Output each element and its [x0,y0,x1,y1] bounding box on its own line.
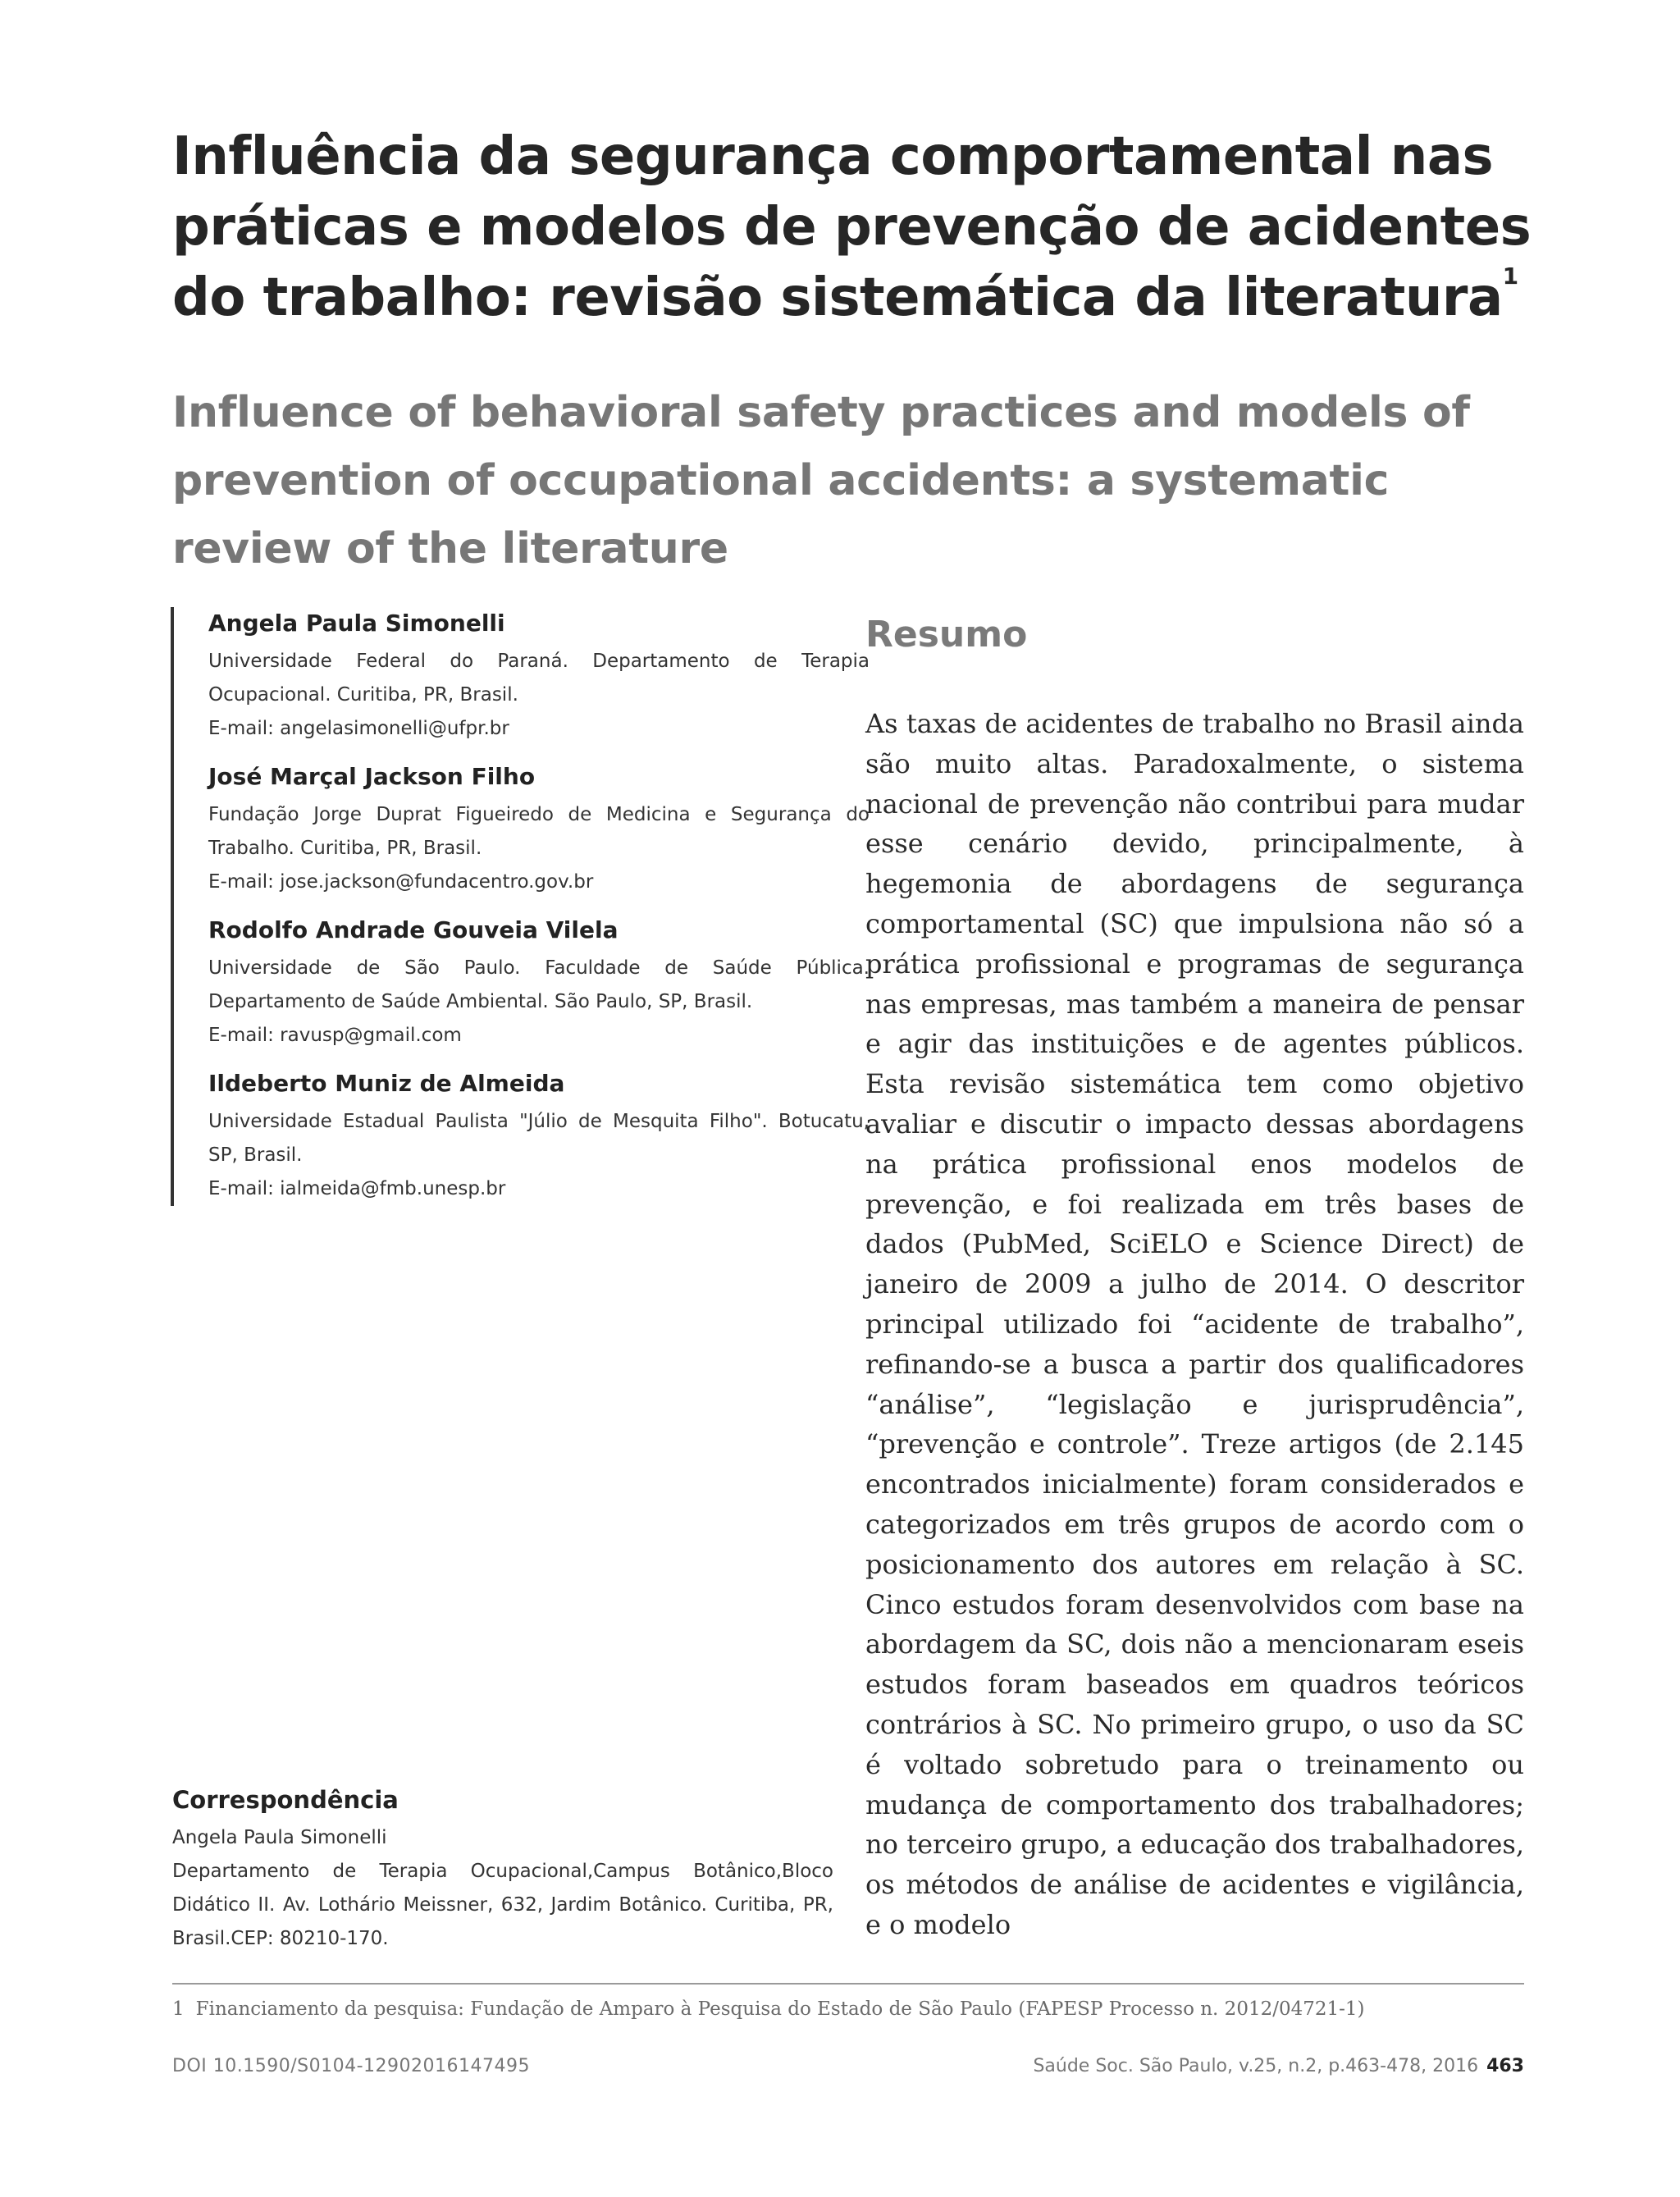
correspondence-address: Departamento de Terapia Ocupacional,Campus Botânico,Bloco Didático II. Av. Lothário Meissner, 632, Jardim Botânico. Curitiba, PR, Brasil.CEP: 80210-170. [172,1861,833,1949]
author-name: Rodolfo Andrade Gouveia Vilela [208,916,619,943]
title-footnote-marker[interactable]: 1 [1502,263,1518,290]
footnote-number: 1 [172,1998,185,2020]
footnote-text: Financiamento da pesquisa: Fundação de Amparo à Pesquisa do Estado de São Paulo (FAPESP Processo n. 2012/04721-1) [195,1998,1365,2020]
doi-link[interactable]: DOI 10.1590/S0104-12902016147495 [172,2056,530,2076]
abstract-heading: Resumo [865,614,1028,655]
correspondence-heading: Correspondência [172,1786,399,1814]
authors-block [171,607,870,1206]
author-entry [208,607,870,746]
author-email[interactable]: E-mail: ialmeida@fmb.unesp.br [208,1178,506,1199]
author-affiliation: Universidade de São Paulo. Faculdade de Saúde Pública. Departamento de Saúde Ambiental. São Paulo, SP, Brasil. [208,957,870,1012]
article-subtitle-english: Influence of behavioral safety practices and models of prevention of occupational accidents: a systematic review of the literature [172,388,1470,573]
author-affiliation: Universidade Estadual Paulista "Júlio de Mesquita Filho". Botucatu, SP, Brasil. [208,1111,870,1166]
article-title [172,121,1550,333]
author-email[interactable]: E-mail: angelasimonelli@ufpr.br [208,718,509,739]
abstract-text: As taxas de acidentes de trabalho no Brasil ainda são muito altas. Paradoxalmente, o sistema nacional de prevenção não contribui para mudar esse cenário devido, principalmente, à hegemonia de abordagens de segurança comportamental (SC) que impulsiona não só a prática profissional e programas de segurança nas empresas, mas também a maneira de pensar e agir das instituições e de agentes públicos. Esta revisão sistemática tem como objetivo avaliar e discutir o impacto dessas abordagens na prática profissional enos modelos de prevenção, e foi realizada em três bases de dados (PubMed, SciELO e Science Direct) de janeiro de 2009 a julho de 2014. O descritor principal utilizado foi “acidente de trabalho”, refinando-se a busca a partir dos qualificadores “análise”, “legislação e jurisprudência”, “prevenção e controle”. Treze artigos (de 2.145 encontrados inicialmente) foram considerados e categorizados em três grupos de acordo com o posicionamento dos autores em relação à SC. Cinco estudos foram desenvolvidos com base na abordagem da SC, dois não a mencionaram eseis estudos foram baseados em quadros teóricos contrários à SC. No primeiro grupo, o uso da SC é voltado sobretudo para o treinamento ou mudança de comportamento dos trabalhadores; no terceiro grupo, a educação dos trabalhadores, os métodos de análise de acidentes e vigilância, e o modelo [865,708,1524,1940]
correspondence-block [172,1782,833,1956]
author-name: Ildeberto Muniz de Almeida [208,1070,565,1097]
footnote [172,1995,1524,2023]
journal-citation [1033,2053,1524,2081]
page-number: 463 [1486,2056,1524,2076]
author-entry [208,1067,870,1206]
author-affiliation: Fundação Jorge Duprat Figueiredo de Medicina e Segurança do Trabalho. Curitiba, PR, Brasil. [208,804,870,859]
author-name: Angela Paula Simonelli [208,610,505,637]
footnote-divider [172,1983,1524,1985]
author-name: José Marçal Jackson Filho [208,763,536,790]
correspondence-name: Angela Paula Simonelli [172,1827,387,1848]
author-affiliation: Universidade Federal do Paraná. Departamento de Terapia Ocupacional. Curitiba, PR, Brasil. [208,651,870,706]
article-title-text: Influência da segurança comportamental nas práticas e modelos de prevenção de acidentes do trabalho: revisão sistemática da literatura [172,126,1532,328]
journal-reference: Saúde Soc. São Paulo, v.25, n.2, p.463-478, 2016 [1033,2056,1479,2076]
author-email[interactable]: E-mail: ravusp@gmail.com [208,1025,462,1046]
author-email[interactable]: E-mail: jose.jackson@fundacentro.gov.br [208,871,594,893]
author-entry [208,914,870,1053]
author-entry [208,760,870,899]
